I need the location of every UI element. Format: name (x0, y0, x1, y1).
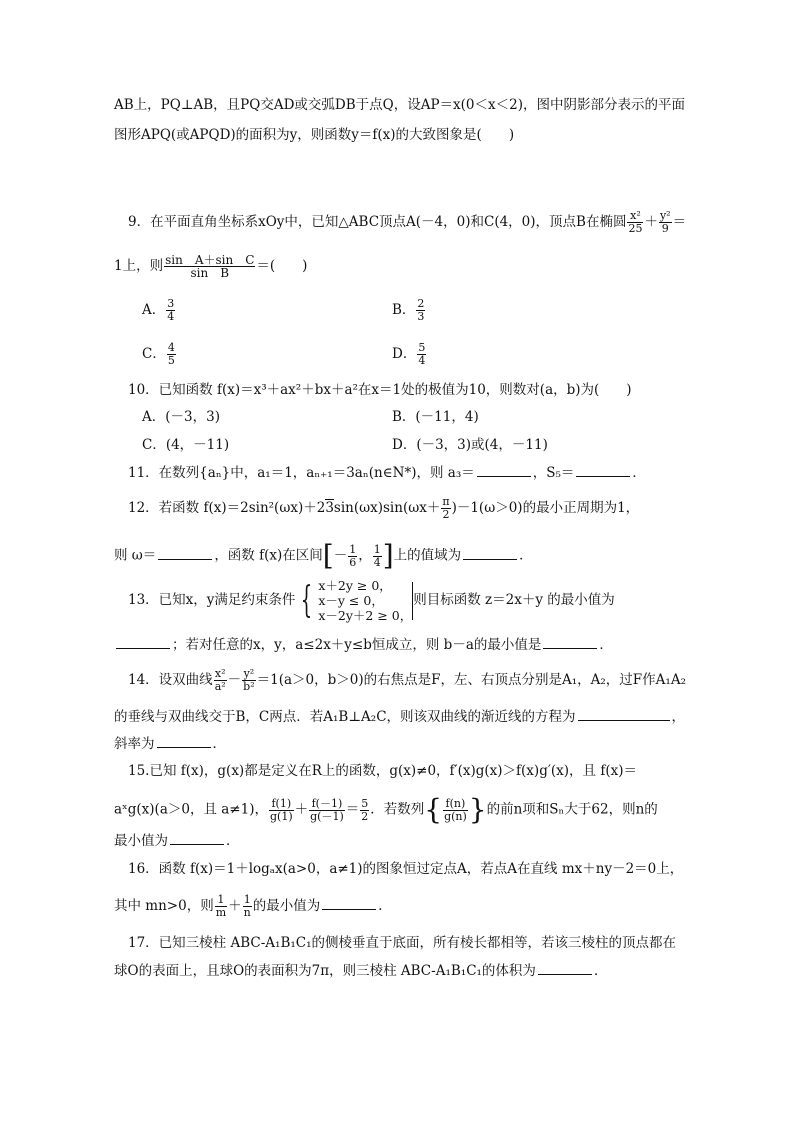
answer-blank (576, 464, 630, 477)
answer-blank (477, 464, 531, 477)
q10-option-a: A．(－3，3) (142, 409, 220, 425)
q10-option-c: C．(4，－11) (142, 437, 230, 453)
q14-line2: 的垂线与双曲线交于B，C两点．若A₁B⊥A₂C，则该双曲线的渐近线的方程为 ， (114, 709, 686, 725)
q11-line: 11．在数列{aₙ}中，a₁＝1，aₙ₊₁＝3aₙ(n∈N*)，则 a₃＝ ，S₅＝ ． (128, 465, 646, 481)
sqrt-three: 3 (325, 500, 334, 516)
answer-blank (578, 708, 670, 721)
q12-line2: 则 ω＝ ，函数 f(x)在区间[－ $\frac{1}{6}$ ， $\frac{1}{4}$ ]上的值域为 ． (114, 539, 533, 572)
q15-line1: 15.已知 f(x)，g(x)都是定义在R上的函数，g(x)≠0，f′(x)g(x)＞f(x)g′(x)，且 f(x)＝ (128, 763, 637, 779)
answer-blank (116, 636, 170, 649)
q9-intro: 9．在平面直角坐标系xOy中，已知△ABC顶点A(－4，0)和C(4，0)，顶点B在椭圆 (128, 214, 627, 230)
sine-ratio-fraction: $\frac{\text{sin A＋sin C}}{\text{sin B}}$ (165, 253, 255, 280)
pi-half-fraction: $\frac{\pi}{2}$ (442, 495, 450, 521)
q10-option-b: B．(－11，4) (392, 409, 479, 425)
q12-line1: 12．若函数 f(x)＝2sin²(ωx)＋23sin(ωx)sin(ωx＋ $\frac{\pi}{2}$ )－1(ω＞0)的最小正周期为1， (128, 495, 640, 521)
q10-stem: 10．已知函数 f(x)＝x³＋ax²＋bx＋a²在x＝1处的极值为10，则数对(a，b)为( ) (128, 382, 632, 398)
q9-line2: 1上，则 $\frac{\text{sin A＋sin C}}{\text{sin B}}$ ＝( ) (114, 253, 308, 280)
answer-blank (170, 832, 224, 845)
q9-option-b: B． $\frac{2}{3}$ (392, 297, 425, 323)
q13-line1: 13．已知x，y满足约束条件 { x＋2y ≥ 0， x－y ≤ 0， x－2y＋2 ≥ 0， 则目标函数 z＝2x＋y 的最小值为 (128, 578, 615, 623)
q9-option-a: A． $\frac{3}{4}$ (142, 297, 175, 323)
answer-blank (543, 636, 597, 649)
q13-line2: ；若对任意的x，y，a≤2x＋y≤b恒成立，则 b－a的最小值是 ． (114, 636, 613, 654)
constraint-system: x＋2y ≥ 0， x－y ≤ 0， x－2y＋2 ≥ 0， (318, 578, 413, 623)
q16-line2: 其中 mn>0，则 $\frac{1}{m}$ ＋ $\frac{1}{n}$ 的最小值为 ． (114, 893, 392, 919)
answer-blank (538, 962, 592, 975)
q14-line1: 14．设双曲线 $\frac{\text{x²}}{\text{a²}}$ － $\frac{\text{y²}}{\text{b²}}$ ＝1(a＞0，b＞0)的右焦点是F，左、右顶点分别是A₁，A₂，过F作A₁A₂ (128, 667, 686, 693)
q14-line3: 斜率为 ． (114, 736, 226, 752)
q8-line1: AB上，PQ⊥AB，且PQ交AD或交弧DB于点Q，设AP＝x(0＜x＜2)，图中阴影部分表示的平面 (114, 97, 685, 113)
answer-blank (158, 547, 212, 560)
answer-blank (157, 735, 211, 748)
q9-line1: 9．在平面直角坐标系xOy中，已知△ABC顶点A(－4，0)和C(4，0)，顶点B在椭圆 $\frac{\text{x²}}{25}$ ＋ $\frac{\text{y²}}{9}$ ＝ (128, 209, 687, 235)
ellipse-x-fraction: $\frac{\text{x²}}{25}$ (628, 209, 643, 235)
answer-blank (463, 547, 517, 560)
q8-line2: 图形APQ(或APQD)的面积为y，则函数y＝f(x)的大致图象是( ) (114, 127, 515, 143)
q15-line2: aˣg(x)(a＞0，且 a≠1)， $\frac{f(1)}{g(1)}$ ＋ $\frac{f(-1)}{g(-1)}$ ＝ $\frac{5}{2}$ ．若数列{ $\frac{f(n)}{g(n)}$ }的前n项和Sₙ大于62，则n的 (114, 793, 658, 826)
q9-option-c: C． $\frac{4}{5}$ (142, 341, 175, 367)
q10-option-d: D．(－3，3)或(4，－11) (392, 437, 548, 453)
q17-line2: 球O的表面上，且球O的表面积为7π，则三棱柱 ABC-A₁B₁C₁的体积为 ． (114, 963, 608, 979)
answer-blank (322, 897, 376, 910)
ellipse-y-fraction: $\frac{\text{y²}}{9}$ (659, 209, 671, 235)
q16-line1: 16．函数 f(x)＝1＋logₐx(a>0，a≠1)的图象恒过定点A，若点A在直线 mx＋ny－2＝0上， (128, 861, 684, 877)
q15-line3: 最小值为 ． (114, 833, 240, 849)
q9-option-d: D． $\frac{5}{4}$ (392, 341, 426, 367)
q17-line1: 17．已知三棱柱 ABC-A₁B₁C₁的侧棱垂直于底面，所有棱长都相等，若该三棱柱的顶点都在 (128, 935, 677, 951)
